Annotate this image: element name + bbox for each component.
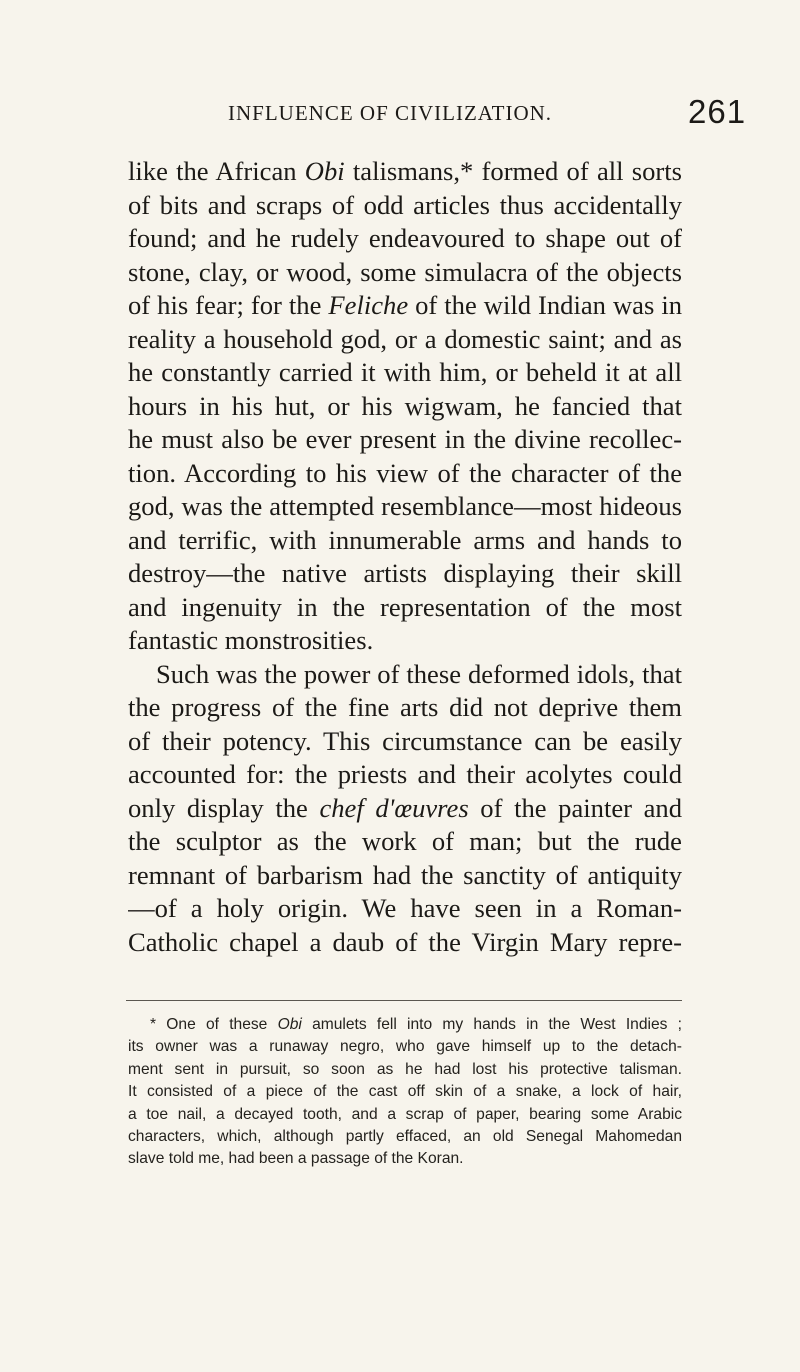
body-line: tion. According to his view of the character of the — [128, 457, 682, 488]
body-line: stone, clay, or wood, some simulacra of the objects — [128, 256, 682, 287]
body-line: remnant of barbarism had the sanctity of antiquity — [128, 859, 682, 890]
body-line: hours in his hut, or his wigwam, he fancied that — [128, 390, 682, 421]
running-title: INFLUENCE OF CIVILIZATION. — [228, 101, 553, 125]
italic-term: chef d'œuvres — [319, 792, 469, 823]
body-line: he must also be ever present in the divine recollec- — [128, 424, 682, 454]
footnote — [128, 1014, 682, 1171]
footnote-line: slave told me, had been a passage of the Koran. — [128, 1150, 464, 1168]
body-line: Catholic chapel a daub of the Virgin Mary repre- — [128, 926, 682, 957]
body-line: and terrific, with innumerable arms and hands to — [128, 524, 682, 555]
italic-term: Feliche — [328, 290, 409, 320]
body-line: destroy—the native artists displaying their skill — [128, 558, 682, 588]
body-line: he constantly carried it with him, or beheld it at all — [128, 357, 682, 387]
body-line: Such was the power of these deformed idols, that — [156, 658, 682, 689]
footnote-line: It consisted of a piece of the cast off skin of a snake, a lock of hair, — [128, 1083, 682, 1101]
body-line: like the African Obi talismans,* formed of all sorts — [128, 156, 682, 186]
footnote-line: its owner was a runaway negro, who gave himself up to the detach- — [128, 1038, 682, 1056]
body-line: the progress of the fine arts did not deprive them — [128, 692, 682, 722]
body-line: accounted for: the priests and their acolytes could — [128, 759, 682, 789]
footnote-line: characters, which, although partly effaced, an old Senegal Mahomedan — [128, 1127, 682, 1145]
body-line: —of a holy origin. We have seen in a Roman- — [128, 893, 682, 923]
body-line: of his fear; for the Feliche of the wild Indian was in — [128, 290, 682, 320]
body-text — [128, 155, 682, 959]
body-line: of their potency. This circumstance can be easily — [128, 725, 682, 756]
italic-term: Obi — [277, 1016, 302, 1033]
body-line: fantastic monstrosities. — [128, 625, 374, 655]
footnote-line: a toe nail, a decayed tooth, and a scrap of paper, bearing some Arabic — [128, 1105, 682, 1123]
footnote-divider — [126, 1000, 682, 1001]
body-line: and ingenuity in the representation of the most — [128, 591, 682, 622]
footnote-line: ment sent in pursuit, so soon as he had lost his protective talisman. — [128, 1060, 682, 1078]
italic-term: Obi — [304, 156, 345, 186]
body-line: the sculptor as the work of man; but the rude — [128, 826, 682, 856]
page-header — [0, 95, 800, 135]
body-line: found; and he rudely endeavoured to shape out of — [128, 223, 682, 253]
body-line: only display the chef d'œuvres of the painter and — [128, 792, 682, 823]
body-line: reality a household god, or a domestic saint; and as — [128, 323, 682, 354]
body-line: god, was the attempted resemblance—most hideous — [128, 491, 682, 521]
page-number: 261 — [688, 93, 747, 130]
footnote-line: * One of these Obi amulets fell into my hands in the West Indies ; — [150, 1016, 682, 1033]
body-line: of bits and scraps of odd articles thus accidentally — [128, 189, 682, 220]
